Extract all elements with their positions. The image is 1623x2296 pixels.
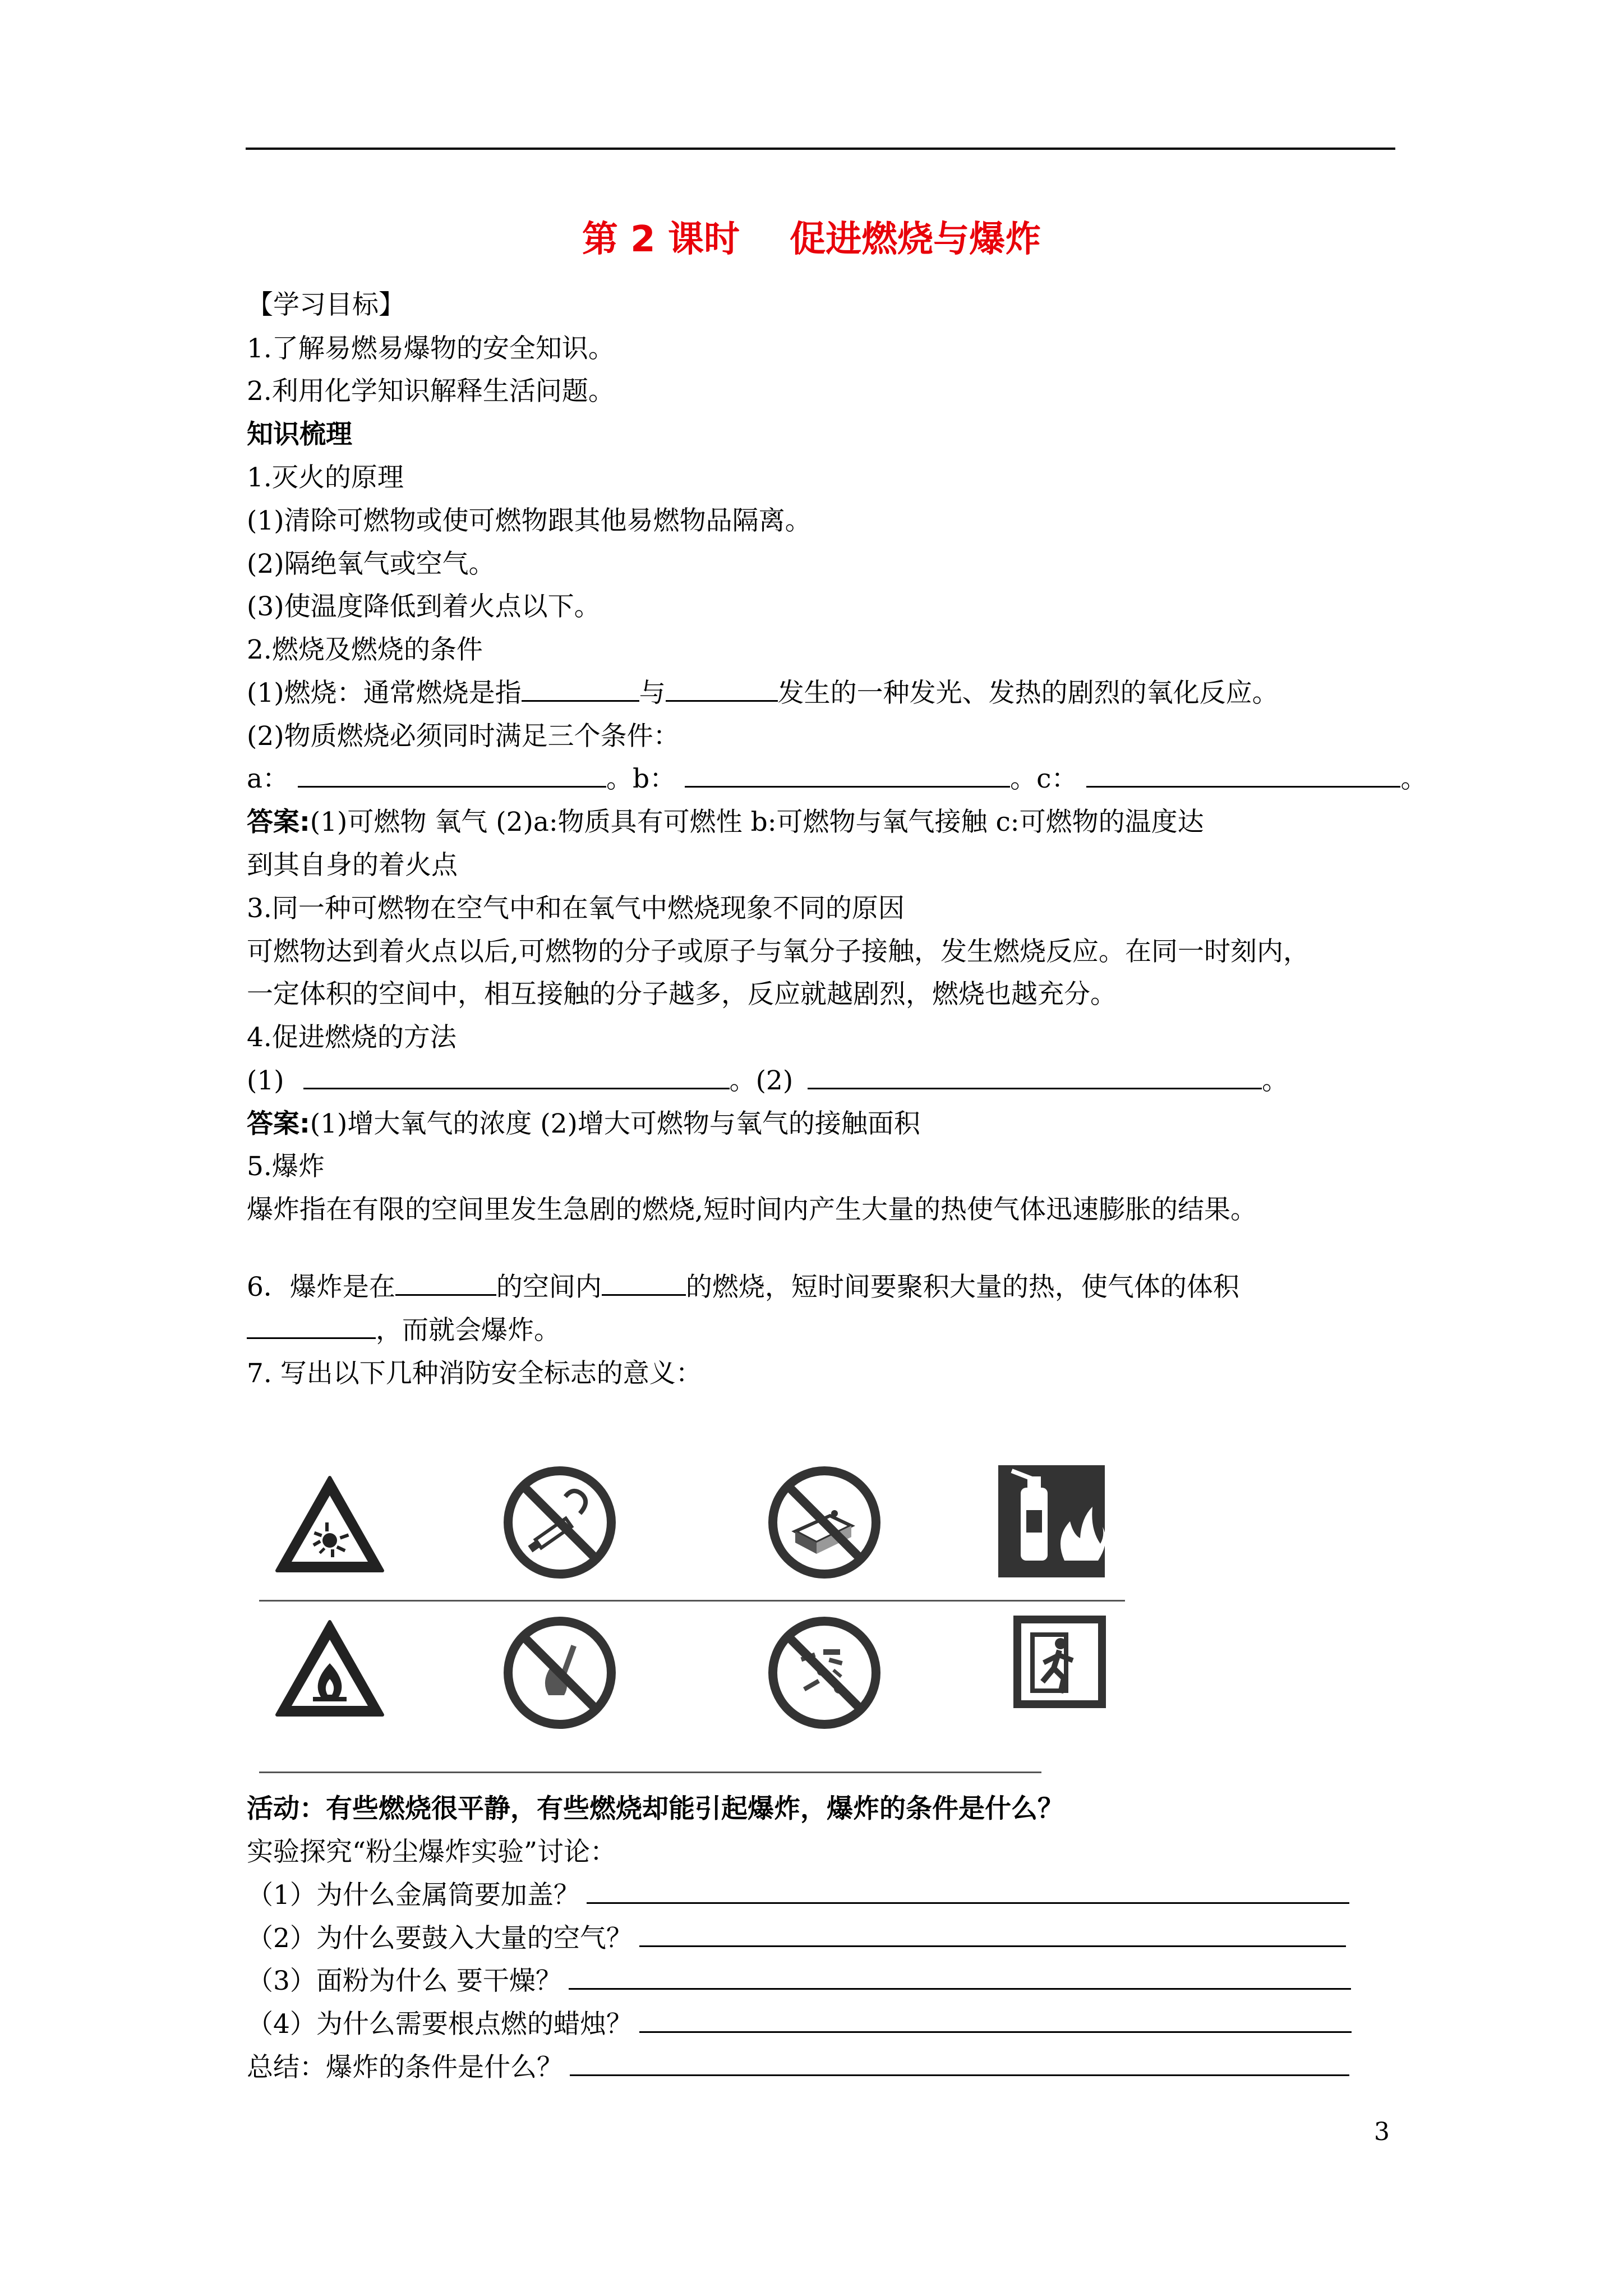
answer-blank[interactable] [395, 1272, 496, 1296]
section-title: 2.燃烧及燃烧的条件 [247, 634, 483, 665]
answer-blank[interactable] [570, 2052, 1349, 2076]
paragraph-line: 爆炸指在有限的空间里发生急剧的燃烧,短时间内产生大量的热使气体迅速膨胀的结果。 [247, 1194, 1257, 1225]
no-flammables-icon [767, 1616, 882, 1731]
text: 与 [639, 678, 666, 708]
section-title: 1.灭火的原理 [247, 462, 404, 493]
activity-question [247, 1964, 1351, 1998]
answer-blank[interactable] [1086, 763, 1400, 788]
text: (1)燃烧：通常燃烧是指 [247, 678, 522, 708]
list-item: (2)隔绝氧气或空气。 [247, 549, 495, 579]
question-text: （4）为什么需要根点燃的蜡烛？ [247, 2009, 633, 2040]
question-text: （1）为什么金属筒要加盖？ [247, 1880, 580, 1911]
text: ，而就会爆炸。 [376, 1315, 560, 1346]
answer-label: 答案: [247, 1108, 310, 1139]
answer-line [247, 806, 1204, 839]
list-item: (1)清除可燃物或使可燃物跟其他易燃物品隔离。 [247, 505, 811, 536]
summary-text: 总结：爆炸的条件是什么？ [247, 2052, 563, 2083]
answer-blank[interactable] [685, 763, 1010, 788]
paragraph-line: 一定体积的空间中，相互接触的分子越多，反应就越剧烈，燃烧也越充分。 [247, 979, 1117, 1010]
section-title: 5.爆炸 [247, 1151, 325, 1182]
answer-text: (1)可燃物 氧气 (2)a:物质具有可燃性 b:可燃物与氧气接触 c:可燃物的温度达 [310, 807, 1204, 838]
fill-line [247, 1064, 1288, 1098]
text: 。b： [606, 763, 676, 794]
text: 。(2) [729, 1065, 794, 1096]
answer-blank[interactable] [602, 1272, 686, 1296]
activity-question [247, 1879, 1349, 1912]
question-text: （3）面粉为什么 要干燥？ [247, 1966, 562, 1996]
objective-item: 1.了解易燃易爆物的安全知识。 [247, 333, 615, 364]
answer-blank[interactable] [247, 1315, 376, 1339]
answer-blank[interactable] [639, 2009, 1352, 2033]
no-fireworks-icon [767, 1465, 882, 1580]
text: 的燃烧，短时间要聚积大量的热，使气体的体积 [685, 1272, 1239, 1303]
text: a： [247, 763, 289, 794]
paragraph-line: 可燃物达到着火点以后,可燃物的分子或原子与氧分子接触，发生燃烧反应。在同一时刻内， [247, 936, 1310, 967]
answer-rule[interactable] [259, 1600, 1125, 1602]
section-title: 4.促进燃烧的方法 [247, 1022, 457, 1053]
text: 的空间内 [496, 1272, 602, 1303]
question-6-cont [247, 1314, 560, 1347]
page-number: 3 [1374, 2118, 1390, 2146]
answer-line: 到其自身的着火点 [247, 850, 458, 881]
section-title: 3.同一种可燃物在空气中和在氧气中燃烧现象不同的原因 [247, 893, 905, 924]
text: 。 [1262, 1065, 1289, 1096]
answer-blank[interactable] [666, 678, 778, 702]
answer-blank[interactable] [303, 1065, 730, 1089]
text: 。 [1400, 763, 1427, 794]
question-6 [247, 1271, 1239, 1304]
page-title: 第 2 课时 促进燃烧与爆炸 [582, 219, 1041, 260]
objective-item: 2.利用化学知识解释生活问题。 [247, 376, 615, 407]
flammable-warning-icon [274, 1618, 386, 1719]
text: 6．爆炸是在 [247, 1272, 395, 1303]
answer-blank[interactable] [298, 763, 606, 788]
emergency-exit-icon [1013, 1616, 1106, 1708]
answer-rule[interactable] [259, 1772, 1041, 1773]
activity-summary [247, 2051, 1349, 2085]
activity-title: 活动：有些燃烧很平静，有些燃烧却能引起爆炸，爆炸的条件是什么？ [247, 1793, 1064, 1824]
activity-intro: 实验探究“粉尘爆炸实验”讨论： [247, 1837, 617, 1867]
no-smoking-icon [502, 1465, 617, 1580]
answer-blank[interactable] [587, 1880, 1349, 1904]
question-text: （2）为什么要鼓入大量的空气？ [247, 1923, 633, 1954]
answer-line [247, 1107, 920, 1141]
text: (1) [247, 1065, 284, 1096]
text: 发生的一种发光、发热的剧烈的氧化反应。 [777, 678, 1279, 708]
activity-question [247, 2008, 1352, 2041]
fill-line [247, 677, 1279, 710]
text-line: (2)物质燃烧必须同时满足三个条件： [247, 721, 680, 752]
answer-blank[interactable] [639, 1923, 1346, 1947]
answer-blank[interactable] [522, 678, 639, 702]
explosive-warning-icon [274, 1474, 386, 1575]
answer-blank[interactable] [808, 1065, 1262, 1089]
question-7: 7. 写出以下几种消防安全标志的意义： [247, 1358, 702, 1389]
no-open-flame-icon [502, 1616, 617, 1731]
activity-question [247, 1922, 1346, 1955]
list-item: (3)使温度降低到着火点以下。 [247, 591, 601, 622]
text: 。c： [1010, 763, 1078, 794]
fill-line [247, 762, 1427, 796]
answer-blank[interactable] [569, 1966, 1351, 1990]
answer-text: (1)增大氧气的浓度 (2)增大可燃物与氧气的接触面积 [310, 1108, 920, 1139]
answer-label: 答案: [247, 807, 310, 838]
fire-extinguisher-icon [998, 1465, 1105, 1577]
objectives-header: 【学习目标】 [247, 289, 405, 320]
header-rule [246, 148, 1395, 150]
knowledge-header: 知识梳理 [247, 419, 352, 450]
